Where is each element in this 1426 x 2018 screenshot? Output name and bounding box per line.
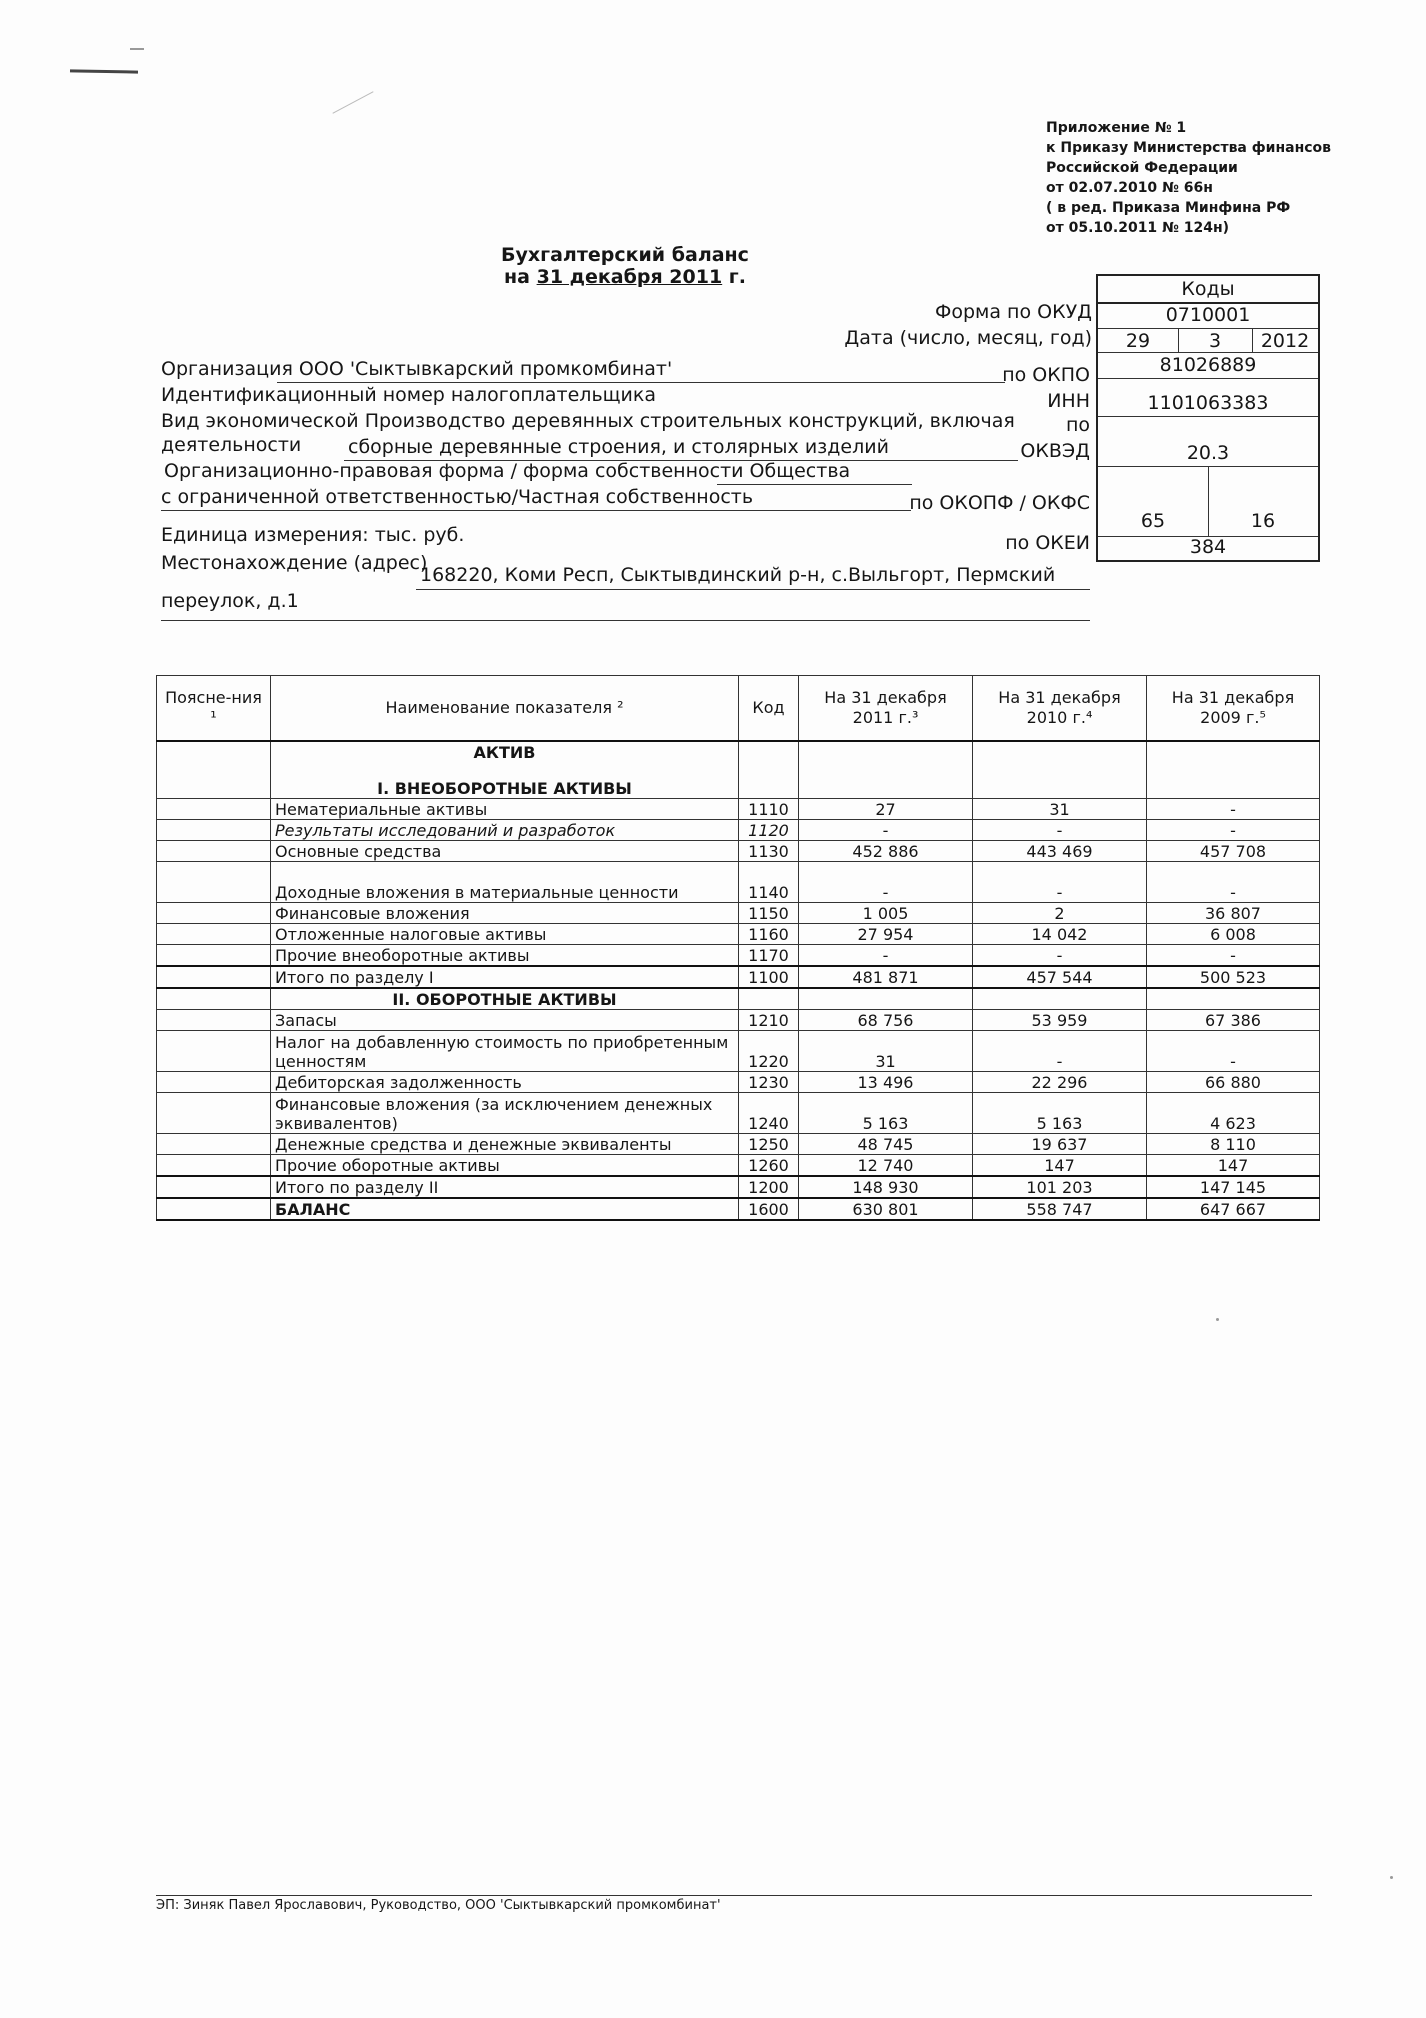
legal-form-label: Организационно-правовая форма / форма собственности	[164, 460, 744, 482]
value-2011: 31	[799, 1031, 973, 1072]
section2-heading: II. ОБОРОТНЫЕ АКТИВЫ	[271, 988, 739, 1010]
row-name: Прочие внеоборотные активы	[271, 945, 739, 967]
row-name: Итого по разделу I	[271, 966, 739, 988]
table-row	[157, 903, 1320, 924]
row-name: Дебиторская задолженность	[271, 1072, 739, 1093]
title-date-line	[460, 266, 790, 288]
value-2010: 2	[973, 903, 1147, 924]
table-header-row	[157, 676, 1320, 742]
value-2010: 31	[973, 799, 1147, 820]
po-label: по	[1065, 414, 1090, 436]
scan-speck	[1216, 1318, 1219, 1321]
legal-form-line1	[164, 460, 850, 482]
value-2010: 14 042	[973, 924, 1147, 945]
value-2009: 67 386	[1147, 1010, 1320, 1031]
appendix-line: Приложение № 1	[1046, 120, 1187, 136]
value-2011: 27 954	[799, 924, 973, 945]
title-line: Бухгалтерский баланс	[501, 244, 749, 266]
asset-heading-row	[157, 741, 1320, 762]
okopf-label: по ОКОПФ / ОКФС	[909, 492, 1090, 514]
row-name: Основные средства	[271, 841, 739, 862]
row-name: Итого по разделу II	[271, 1176, 739, 1198]
appendix-line: ( в ред. Приказа Минфина РФ	[1046, 200, 1291, 216]
activity-value-2: сборные деревянные строения, и столярных изделий	[348, 436, 889, 458]
okpo-label: по ОКПО	[1002, 364, 1090, 386]
value-2010: -	[973, 862, 1147, 903]
e-signature-note: ЭП: Зиняк Павел Ярославович, Руководство, ООО 'Сыктывкарский промкомбинат'	[156, 1898, 721, 1913]
header-2009: На 31 декабря 2009 г.⁵	[1147, 676, 1320, 742]
row-name: Денежные средства и денежные эквиваленты	[271, 1134, 739, 1155]
activity-label: Вид экономической	[161, 410, 359, 432]
value-2011: 12 740	[799, 1155, 973, 1177]
title-suffix: г.	[722, 266, 746, 288]
scan-speck	[1390, 1876, 1393, 1879]
value-2009: 66 880	[1147, 1072, 1320, 1093]
value-2011: 630 801	[799, 1198, 973, 1220]
row-code: 1260	[739, 1155, 799, 1177]
value-2010: 53 959	[973, 1010, 1147, 1031]
value-2009: -	[1147, 945, 1320, 967]
appendix-line: к Приказу Министерства финансов	[1046, 140, 1332, 156]
appendix-line: Российской Федерации	[1046, 160, 1238, 176]
row-name: БАЛАНС	[271, 1198, 739, 1220]
value-2009: 647 667	[1147, 1198, 1320, 1220]
inn-short-label: ИНН	[1047, 390, 1090, 412]
table-row	[157, 1093, 1320, 1134]
row-code: 1230	[739, 1072, 799, 1093]
activity-value: Производство деревянных строительных конструкций, включая	[364, 410, 1015, 432]
unit-label: Единица измерения: тыс. руб.	[161, 524, 465, 546]
value-2009: 147 145	[1147, 1176, 1320, 1198]
value-2010: 22 296	[973, 1072, 1147, 1093]
row-name: Финансовые вложения	[271, 903, 739, 924]
value-2011: 148 930	[799, 1176, 973, 1198]
okved-label: ОКВЭД	[1020, 440, 1090, 462]
row-code: 1160	[739, 924, 799, 945]
row-name: Финансовые вложения (за исключением денежных эквивалентов)	[271, 1093, 739, 1134]
table-row	[157, 1010, 1320, 1031]
value-2010: 558 747	[973, 1198, 1147, 1220]
row-name: Прочие оборотные активы	[271, 1155, 739, 1177]
title-date: 31 декабря 2011	[536, 266, 723, 288]
section1-row	[157, 762, 1320, 799]
balance-total-row	[157, 1198, 1320, 1220]
table-row	[157, 945, 1320, 967]
value-2009: 500 523	[1147, 966, 1320, 988]
footer-divider	[156, 1895, 1312, 1896]
row-name: Запасы	[271, 1010, 739, 1031]
table-row	[157, 862, 1320, 903]
section1-heading: I. ВНЕОБОРОТНЫЕ АКТИВЫ	[271, 762, 739, 799]
value-2009: 147	[1147, 1155, 1320, 1177]
inn-label: Идентификационный номер налогоплательщика	[161, 384, 657, 406]
value-2010: -	[973, 820, 1147, 841]
value-2011: -	[799, 820, 973, 841]
value-2011: 452 886	[799, 841, 973, 862]
row-code: 1100	[739, 966, 799, 988]
okud-label: Форма по ОКУД	[934, 301, 1092, 323]
address-value2: переулок, д.1	[161, 590, 299, 612]
value-2009: 457 708	[1147, 841, 1320, 862]
value-2011: 13 496	[799, 1072, 973, 1093]
table-row	[157, 841, 1320, 862]
header-code: Код	[739, 676, 799, 742]
row-code: 1200	[739, 1176, 799, 1198]
value-2011: -	[799, 945, 973, 967]
inn-code: 1101063383	[1147, 392, 1269, 414]
row-code: 1250	[739, 1134, 799, 1155]
value-2009: 6 008	[1147, 924, 1320, 945]
row-code: 1170	[739, 945, 799, 967]
row-code: 1150	[739, 903, 799, 924]
address-label: Местонахождение (адрес)	[161, 552, 428, 574]
value-2011: -	[799, 862, 973, 903]
value-2009: 36 807	[1147, 903, 1320, 924]
legal-form-value2: с ограниченной ответственностью/Частная собственность	[161, 486, 754, 508]
appendix-note	[1046, 118, 1331, 238]
value-2010: 147	[973, 1155, 1147, 1177]
table-row	[157, 799, 1320, 820]
table-row	[157, 1072, 1320, 1093]
value-2010: -	[973, 1031, 1147, 1072]
appendix-line: от 02.07.2010 № 66н	[1046, 180, 1213, 196]
okei-code: 384	[1189, 536, 1227, 558]
row-name: Доходные вложения в материальные ценности	[271, 862, 739, 903]
scan-mark	[70, 69, 138, 73]
date-year: 2012	[1260, 330, 1310, 352]
value-2010: 443 469	[973, 841, 1147, 862]
table-row	[157, 820, 1320, 841]
org-prefix: Организация	[161, 358, 293, 380]
row-code: 1130	[739, 841, 799, 862]
value-2009: 8 110	[1147, 1134, 1320, 1155]
okei-label: по ОКЕИ	[1005, 532, 1090, 554]
row-code: 1210	[739, 1010, 799, 1031]
value-2009: -	[1147, 799, 1320, 820]
legal-form-value1: Общества	[749, 460, 851, 482]
value-2011: 481 871	[799, 966, 973, 988]
header-2011: На 31 декабря 2011 г.³	[799, 676, 973, 742]
section2-row	[157, 988, 1320, 1010]
table-row	[157, 1155, 1320, 1177]
value-2009: -	[1147, 862, 1320, 903]
scan-mark	[130, 48, 144, 50]
value-2011: 5 163	[799, 1093, 973, 1134]
activity-label-2: деятельности	[161, 434, 302, 456]
header-notes: Поясне-ния ¹	[157, 676, 271, 742]
row-code: 1120	[739, 820, 799, 841]
date-day: 29	[1125, 330, 1151, 352]
table-row	[157, 1134, 1320, 1155]
row-name: Нематериальные активы	[271, 799, 739, 820]
activity-line1	[161, 410, 1015, 432]
table-row	[157, 924, 1320, 945]
value-2011: 27	[799, 799, 973, 820]
okpo-code: 81026889	[1159, 354, 1257, 376]
header-2010: На 31 декабря 2010 г.⁴	[973, 676, 1147, 742]
header-name: Наименование показателя ²	[271, 676, 739, 742]
row-code: 1220	[739, 1031, 799, 1072]
value-2009: -	[1147, 820, 1320, 841]
appendix-line: от 05.10.2011 № 124н)	[1046, 220, 1230, 236]
value-2011: 48 745	[799, 1134, 973, 1155]
codes-header: Коды	[1181, 278, 1235, 300]
value-2010: 457 544	[973, 966, 1147, 988]
subtotal-row	[157, 966, 1320, 988]
value-2010: 19 637	[973, 1134, 1147, 1155]
title-prefix: на	[504, 266, 537, 288]
value-2010: -	[973, 945, 1147, 967]
value-2011: 68 756	[799, 1010, 973, 1031]
okopf-code: 65	[1140, 510, 1166, 532]
row-code: 1110	[739, 799, 799, 820]
subtotal-row	[157, 1176, 1320, 1198]
date-month: 3	[1208, 330, 1222, 352]
codes-box	[1096, 274, 1320, 562]
okud-code: 0710001	[1165, 304, 1251, 326]
address-value1: 168220, Коми Респ, Сыктывдинский р-н, с.Выльгорт, Пермский	[420, 564, 1056, 586]
value-2009: -	[1147, 1031, 1320, 1072]
balance-table	[156, 675, 1320, 1221]
row-code: 1140	[739, 862, 799, 903]
pen-stroke	[332, 91, 373, 113]
okved-code: 20.3	[1186, 442, 1230, 464]
org-value: ООО 'Сыктывкарский промкомбинат'	[298, 358, 673, 380]
row-name: Налог на добавленную стоимость по приобретенным ценностям	[271, 1031, 739, 1072]
org-label	[161, 358, 672, 380]
document-title	[460, 244, 790, 288]
value-2011: 1 005	[799, 903, 973, 924]
row-code: 1600	[739, 1198, 799, 1220]
table-row	[157, 1031, 1320, 1072]
value-2010: 101 203	[973, 1176, 1147, 1198]
row-name: Отложенные налоговые активы	[271, 924, 739, 945]
row-name: Результаты исследований и разработок	[271, 820, 739, 841]
value-2010: 5 163	[973, 1093, 1147, 1134]
date-label: Дата (число, месяц, год)	[844, 327, 1092, 349]
okfs-code: 16	[1250, 510, 1276, 532]
row-code: 1240	[739, 1093, 799, 1134]
asset-heading: АКТИВ	[271, 741, 739, 762]
value-2009: 4 623	[1147, 1093, 1320, 1134]
